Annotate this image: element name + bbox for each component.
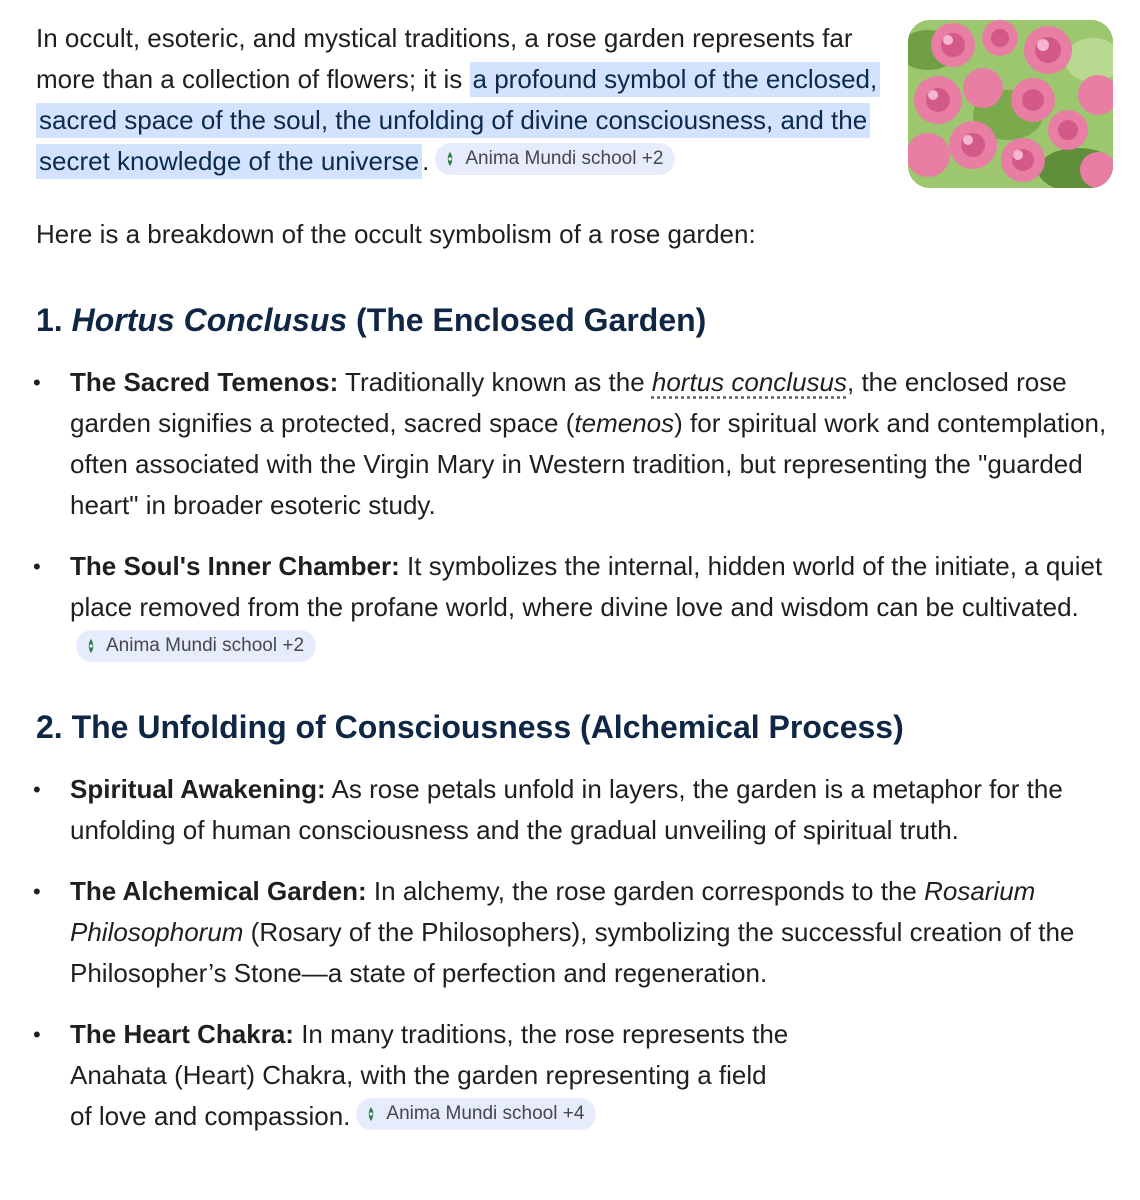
item-label: The Sacred Temenos: [70, 367, 339, 397]
intro-period: . [422, 146, 430, 176]
section-title-rest: (The Enclosed Garden) [356, 302, 707, 338]
citation-chip[interactable] [76, 630, 316, 662]
item-text: As rose petals unfold in layers, the garden is a metaphor for the unfolding of human consciousness and the gradual unveiling of spiritual truth. [70, 774, 1063, 845]
bullet: • [33, 879, 41, 904]
item-label: The Alchemical Garden: [70, 876, 367, 906]
intro-text: In occult, esoteric, and mystical traditions, a rose garden represents far more than a collection of flowers; it is [36, 23, 853, 94]
bullet: • [33, 554, 41, 579]
intro-paragraph [36, 18, 886, 182]
item-italic: temenos [574, 408, 675, 438]
section-title-italic: Hortus Conclusus [71, 302, 348, 338]
intro-block [36, 18, 1126, 182]
source-favicon-icon [85, 638, 97, 654]
list-item [33, 546, 1110, 669]
item-italic: Rosarium Philosophorum [70, 876, 1036, 947]
bullet: • [33, 1022, 41, 1047]
item-label: Spiritual Awakening: [70, 774, 326, 804]
list-item [33, 769, 1110, 851]
section-2-list [33, 769, 1126, 1137]
section-heading-2: 2. The Unfolding of Consciousness (Alchemical Process) [36, 709, 904, 745]
section-number: 1. [36, 302, 63, 338]
citation-label: Anima Mundi school +2 [106, 635, 305, 656]
item-text: (Rosary of the Philosophers), symbolizing the successful creation of the Philosopher’s Stone—a state of perfection and regeneration. [70, 917, 1075, 988]
list-item [33, 362, 1110, 526]
citation-chip[interactable] [356, 1098, 596, 1130]
section-heading-1 [36, 300, 1126, 340]
source-favicon-icon [365, 1106, 377, 1122]
citation-label: Anima Mundi school +2 [465, 148, 664, 169]
source-favicon-icon [444, 151, 456, 167]
rose-garden-image[interactable] [908, 20, 1113, 188]
item-text: In alchemy, the rose garden corresponds to the [373, 876, 925, 906]
item-text: Traditionally known as the [345, 367, 652, 397]
lead-sentence: Here is a breakdown of the occult symbolism of a rose garden: [36, 219, 756, 249]
citation-chip[interactable] [435, 143, 675, 175]
intro-highlight[interactable]: a profound symbol of the enclosed, sacred space of the soul, the unfolding of divine consciousness, and the secret knowledge of the universe [36, 62, 880, 179]
rose-image-graphic [908, 20, 1113, 188]
list-item [33, 871, 1110, 994]
bullet: • [33, 370, 41, 395]
response-content [33, 18, 1126, 1157]
item-text: It symbolizes the internal, hidden world of the initiate, a quiet place removed from the profane world, where divine love and wisdom can be cultivated. [70, 551, 1103, 622]
item-label: The Heart Chakra: [70, 1019, 294, 1049]
glossary-term[interactable]: hortus conclusus [651, 367, 847, 397]
section-1-list [33, 362, 1126, 669]
citation-label: Anima Mundi school +4 [386, 1103, 585, 1124]
item-text: ) for spiritual work and contemplation, often associated with the Virgin Mary in Western tradition, but representing the "guarded heart" in broader esoteric study. [70, 408, 1107, 520]
item-text: , the enclosed rose garden signifies a protected, sacred space ( [70, 367, 1067, 438]
item-text: In many traditions, the rose represents the Anahata (Heart) Chakra, with the garden representing a field of love and compassion. [70, 1019, 789, 1131]
item-label: The Soul's Inner Chamber: [70, 551, 400, 581]
list-item [33, 1014, 790, 1137]
bullet: • [33, 777, 41, 802]
